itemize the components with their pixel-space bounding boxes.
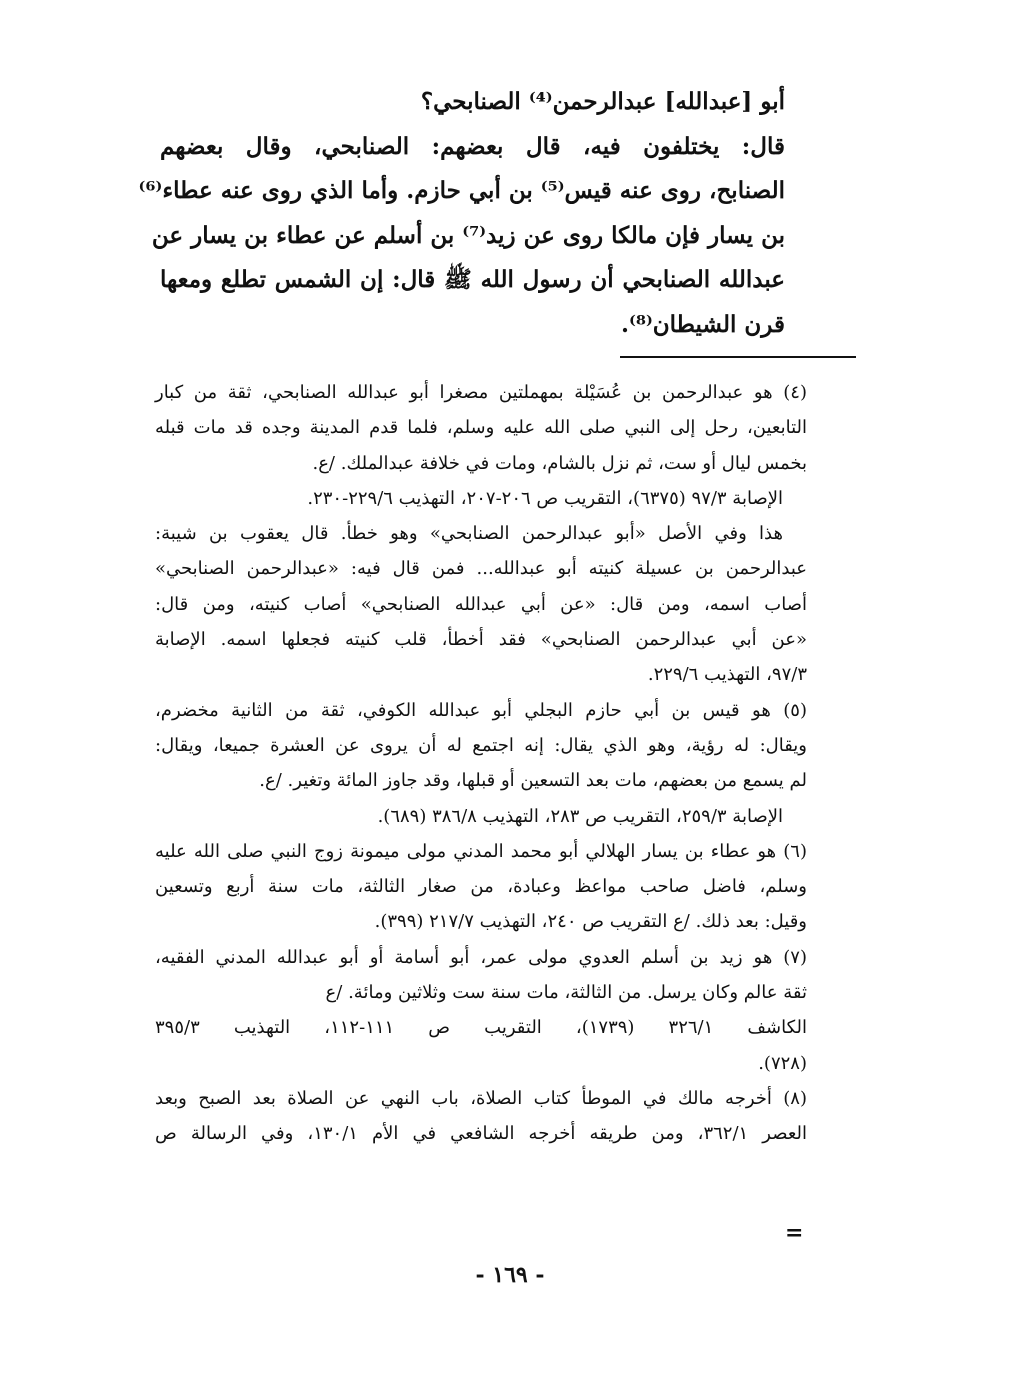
footnote-line: وسلم، فاضل صاحب مواعظ وعبادة، من صغار الثالثة، مات سنة أربع وتسعين xyxy=(155,876,807,898)
footnote-line: (٧) هو زيد بن أسلم العدوي مولى عمر، أبو أسامة أو أبو عبدالله المدني الفقيه، xyxy=(155,946,807,968)
footnote-line: الإصابة ٢٥٩/٣، التقريب ص ٢٨٣، التهذيب ٣٨٦/٨ (٦٨٩). xyxy=(377,805,783,827)
continuation-mark: = xyxy=(785,1220,804,1246)
footnote-line: التابعين، رحل إلى النبي صلى الله عليه وسلم، فلما قدم المدينة وجده قد مات قبله xyxy=(155,417,807,439)
footnote-line: (٦) هو عطاء بن يسار الهلالي أبو محمد المدني مولى ميمونة زوج النبي صلى الله عليه xyxy=(155,840,807,862)
footnote-line: بخمس ليال أو ست، ثم نزل بالشام، ومات في خلافة عبدالملك. /ع. xyxy=(312,452,807,474)
footnote-line: العصر ٣٦٢/١، ومن طريقه أخرجه الشافعي في الأم ١٣٠/١، وفي الرسالة ص xyxy=(155,1123,807,1145)
main-line: قال: يختلفون فيه، قال بعضهم: الصنابحي، وقال بعضهم xyxy=(160,132,785,160)
main-line: بن يسار فإن مالكا روى عن زيد⁽⁷⁾ بن أسلم عن عطاء بن يسار عن xyxy=(151,221,785,249)
footnote-line: الكاشف ٣٢٦/١ (١٧٣٩)، التقريب ص ١١١-١١٢، التهذيب ٣٩٥/٣ xyxy=(155,1017,807,1039)
main-line: عبدالله الصنابحي أن رسول الله ﷺ قال: إن الشمس تطلع ومعها xyxy=(160,266,785,293)
main-line: قرن الشيطان⁽⁸⁾. xyxy=(621,310,785,338)
footnote-line: لم يسمع من بعضهم، مات بعد التسعين أو قبلها، وقد جاوز المائة وتغير. /ع. xyxy=(259,770,807,792)
footnote-line: (٧٢٨). xyxy=(758,1052,807,1074)
page-number: - ١٦٩ - xyxy=(475,1262,545,1288)
footnote-line: أصاب اسمه، ومن قال: «عن أبي عبدالله الصنابحي» أصاب كنيته، ومن قال: xyxy=(155,593,808,615)
footnote-line: ٩٧/٣، التهذيب ٢٢٩/٦. xyxy=(647,664,807,686)
footnote-line: (٤) هو عبدالرحمن بن عُسَيْلة بمهملتين مصغرا أبو عبدالله الصنابحي، ثقة من كبار xyxy=(155,382,807,403)
footnotes xyxy=(155,375,807,1152)
footnote-line: ثقة عالم وكان يرسل. من الثالثة، مات سنة ست وثلاثين ومائة. /ع xyxy=(325,982,807,1004)
footnote-line: (٥) هو قيس بن أبي حازم البجلي أبو عبدالله الكوفي، ثقة من الثانية مخضرم، xyxy=(155,699,807,721)
footnote-line: «عن أبي عبدالرحمن الصنابحي» فقد أخطأ، قلب كنيته فجعلها اسمه. الإصابة xyxy=(155,629,807,651)
main-line: الصنابح، روى عنه قيس⁽⁵⁾ بن أبي حازم. وأما الذي روى عنه عطاء⁽⁶⁾ xyxy=(138,177,785,204)
footnote-line: ويقال: له رؤية، وهو الذي يقال: إنه اجتمع له أن يروى عن العشرة جميعا، ويقال: xyxy=(155,734,807,756)
footnote-separator xyxy=(620,356,856,358)
footnote-line: الإصابة ٩٧/٣ (٦٣٧٥)، التقريب ص ٢٠٦-٢٠٧، التهذيب ٢٢٩/٦-٢٣٠. xyxy=(307,487,783,509)
main-line: أبو [عبدالله] عبدالرحمن⁽⁴⁾ الصنابحي؟ xyxy=(420,88,785,115)
footnote-line: (٨) أخرجه مالك في الموطأ كتاب الصلاة، باب النهي عن الصلاة بعد الصبح وبعد xyxy=(155,1087,807,1109)
footnote-line: وقيل: بعد ذلك. /ع التقريب ص ٢٤٠، التهذيب ٢١٧/٧ (٣٩٩). xyxy=(374,911,807,933)
main-text xyxy=(138,80,785,347)
footnote-line: هذا وفي الأصل «أبو عبدالرحمن الصنابحي» وهو خطأ. قال يعقوب بن شيبة: xyxy=(155,523,783,545)
footnote-line: عبدالرحمن بن عسيلة كنيته أبو عبدالله... فمن قال فيه: «عبدالرحمن الصنابحي» xyxy=(155,558,807,580)
